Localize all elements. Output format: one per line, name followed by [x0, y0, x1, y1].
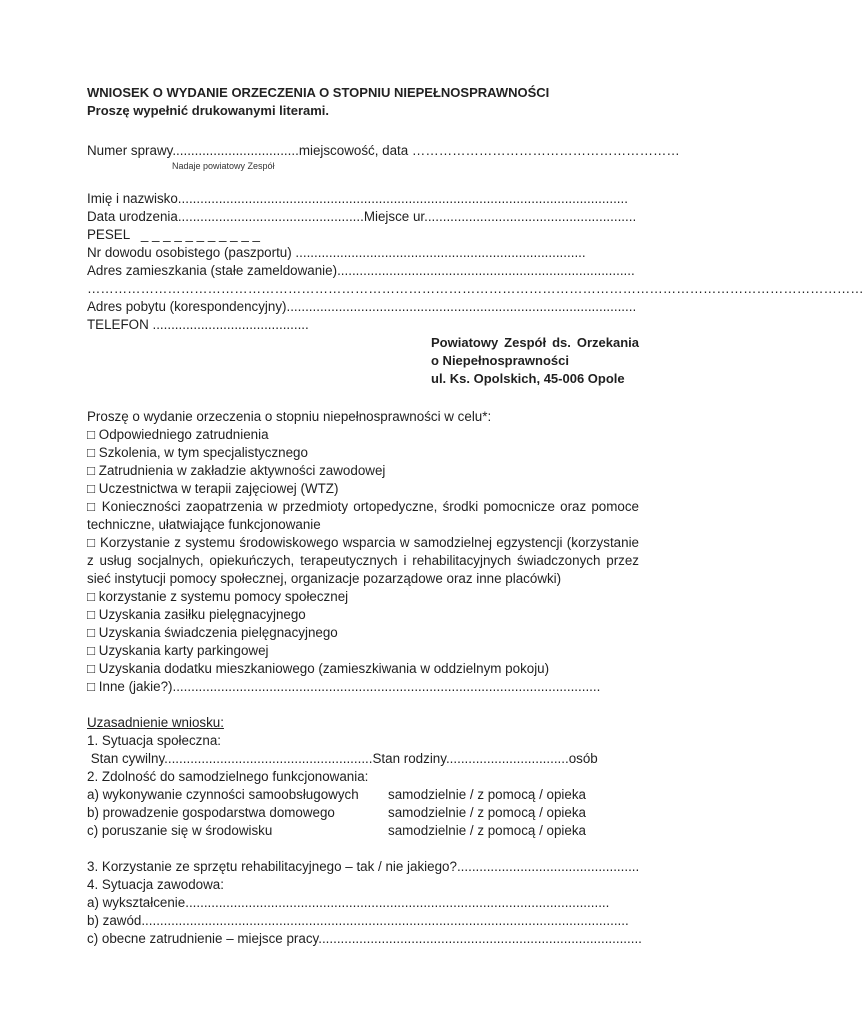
- form-subtitle: Proszę wypełnić drukowanymi literami.: [87, 103, 330, 118]
- place-date-field[interactable]: miejscowość, data ……………………………………………………: [298, 143, 680, 158]
- ability-heading: 2. Zdolność do samodzielnego funkcjonowania:: [87, 769, 369, 784]
- institution-address: Powiatowy Zespół ds. Orzekania o Niepełnosprawności ul. Ks. Opolskich, 45-006 Opole: [431, 335, 639, 386]
- purpose-option[interactable]: □ Uzyskania dodatku mieszkaniowego (zamieszkiwania w oddzielnym pokoju): [87, 661, 550, 676]
- justification-heading: Uzasadnienie wniosku:: [87, 715, 224, 730]
- social-situation-heading: 1. Sytuacja społeczna:: [87, 733, 221, 748]
- birth-place-field[interactable]: Miejsce ur.........................................................: [363, 209, 637, 224]
- ability-options[interactable]: samodzielnie / z pomocą / opieka: [388, 787, 586, 802]
- purpose-option[interactable]: □ Uzyskania zasiłku pielęgnacyjnego: [87, 607, 306, 622]
- name-field[interactable]: Imię i nazwisko.........................................................................................................................: [87, 191, 628, 206]
- ability-options[interactable]: samodzielnie / z pomocą / opieka: [388, 823, 586, 838]
- purpose-option[interactable]: □ Uczestnictwa w terapii zajęciowej (WTZ): [87, 481, 339, 496]
- education-field[interactable]: a) wykształcenie..................................................................................................................: [87, 895, 610, 910]
- purpose-option[interactable]: □ Konieczności zaopatrzenia w przedmioty ortopedyczne, środki pomocnicze oraz pomoce techniczne, ułatwiające funkcjonowanie: [87, 499, 639, 532]
- birth-row: [87, 208, 639, 226]
- birth-date-field[interactable]: Data urodzenia..................................................: [87, 209, 364, 224]
- ability-row: [87, 786, 639, 804]
- work-situation-heading: 4. Sytuacja zawodowa:: [87, 877, 224, 892]
- purpose-option[interactable]: □ Zatrudnienia w zakładzie aktywności zawodowej: [87, 463, 386, 478]
- case-row: [87, 142, 680, 160]
- id-number-field[interactable]: Nr dowodu osobistego (paszportu) ..............................................................................: [87, 245, 586, 260]
- phone-field[interactable]: TELEFON ..........................................: [87, 317, 309, 332]
- purpose-option-other[interactable]: □ Inne (jakie?)...................................................................................................................: [87, 679, 601, 694]
- application-form: [87, 84, 864, 948]
- employment-field[interactable]: c) obecne zatrudnienie – miejsce pracy.......................................................................................: [87, 931, 642, 946]
- civil-family-row: [87, 750, 639, 768]
- address-continued-field[interactable]: …………………………………………………………………………………………………………………………………………………………: [87, 281, 864, 296]
- pesel-field[interactable]: PESEL _ _ _ _ _ _ _ _ _ _ _: [87, 227, 260, 242]
- case-number-note: Nadaje powiatowy Zespół: [172, 161, 275, 171]
- ability-options[interactable]: samodzielnie / z pomocą / opieka: [388, 805, 586, 820]
- purpose-option[interactable]: □ korzystanie z systemu pomocy społecznej: [87, 589, 349, 604]
- purpose-option[interactable]: □ Szkolenia, w tym specjalistycznego: [87, 445, 308, 460]
- purpose-option[interactable]: □ Korzystanie z systemu środowiskowego wsparcia w samodzielnej egzystencji (korzystanie z usług socjalnych, opiekuńczych, terapeutycznych i rehabilitacyjnych świadczonych przez sieć instytucji pomocy społecznej, organizacje pozarządowe oraz inne placówki): [87, 535, 639, 586]
- purpose-option[interactable]: □ Odpowiedniego zatrudnienia: [87, 427, 269, 442]
- ability-row: [87, 822, 639, 840]
- equipment-field[interactable]: 3. Korzystanie ze sprzętu rehabilitacyjnego – tak / nie jakiego?.................................................: [87, 859, 640, 874]
- ability-label: b) prowadzenie gospodarstwa domowego: [87, 805, 335, 820]
- stay-address-field[interactable]: Adres pobytu (korespondencyjny)..............................................................................................: [87, 299, 637, 314]
- purpose-option[interactable]: □ Uzyskania karty parkingowej: [87, 643, 269, 658]
- form-title: WNIOSEK O WYDANIE ORZECZENIA O STOPNIU NIEPEŁNOSPRAWNOŚCI: [87, 85, 550, 100]
- ability-label: a) wykonywanie czynności samoobsługowych: [87, 787, 359, 802]
- ability-label: c) poruszanie się w środowisku: [87, 823, 273, 838]
- purpose-intro: Proszę o wydanie orzeczenia o stopniu niepełnosprawności w celu*:: [87, 409, 492, 424]
- civil-status-field[interactable]: Stan cywilny........................................................: [87, 751, 373, 766]
- ability-row: [87, 804, 639, 822]
- family-status-field[interactable]: Stan rodziny.................................osób: [372, 751, 598, 766]
- purpose-option[interactable]: □ Uzyskania świadczenia pielęgnacyjnego: [87, 625, 338, 640]
- case-number-field[interactable]: Numer sprawy..................................: [87, 143, 299, 158]
- address-field[interactable]: Adres zamieszkania (stałe zameldowanie)................................................................................: [87, 263, 635, 278]
- profession-field[interactable]: b) zawód...................................................................................................................................: [87, 913, 629, 928]
